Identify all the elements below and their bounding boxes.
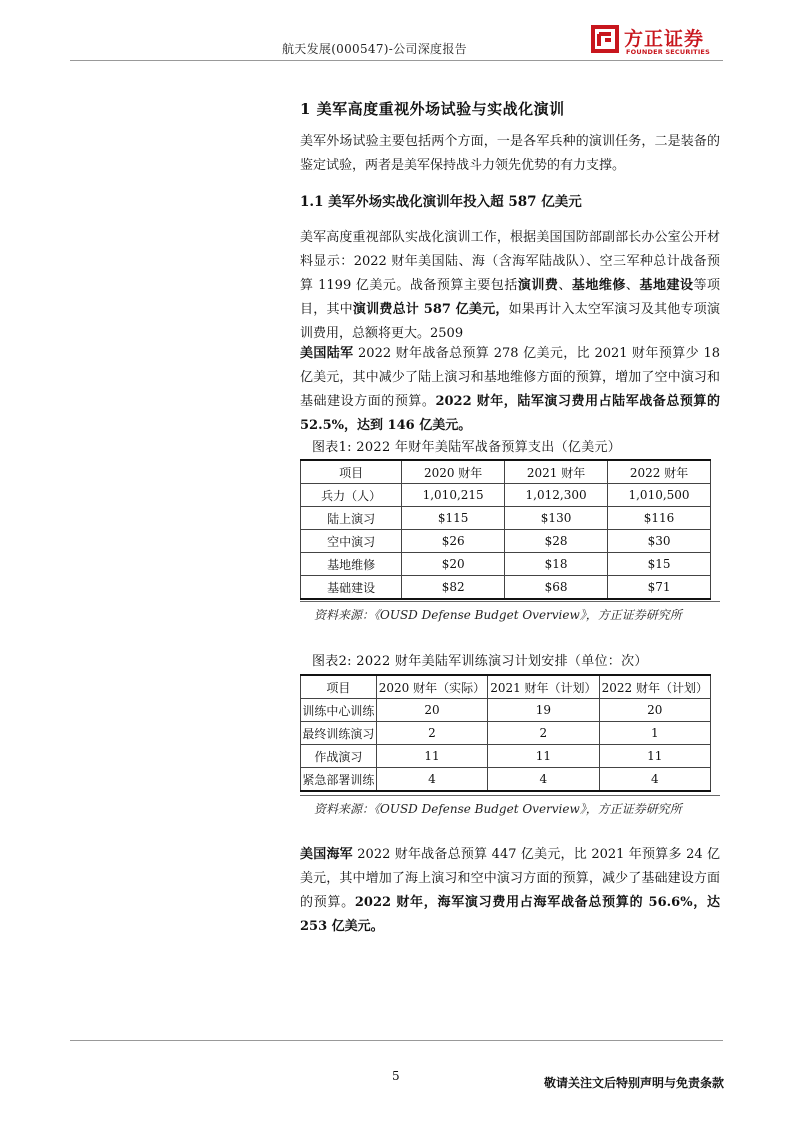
header-cell: 2021 财年 bbox=[505, 460, 608, 484]
table-cell: $28 bbox=[505, 530, 608, 553]
header-cell: 项目 bbox=[301, 675, 377, 699]
table-cell: 基础建设 bbox=[301, 576, 402, 600]
intro-paragraph: 美军外场试验主要包括两个方面，一是各军兵种的演训任务，二是装备的鉴定试验，两者是美军保持战斗力领先优势的有力支撑。 bbox=[300, 134, 720, 173]
bold-text: 基地建设 bbox=[639, 278, 694, 293]
text: 美军高度重视部队实战化演训工作，根据美国国防部副部长办公室公开材料显示：2022 财年美国陆、海（含海军陆战队）、空三军种总计战备预算 1199 亿美元。战备预算主要包括 bbox=[300, 230, 720, 293]
logo-text-en: FOUNDER SECURITIES bbox=[626, 48, 710, 56]
table-cell: $26 bbox=[402, 530, 505, 553]
header-cell: 2021 财年（计划） bbox=[488, 675, 599, 699]
bold-text: 2022 财年，陆军演习费用占陆军战备总预算的 52.5%，达到 146 亿美元。 bbox=[300, 394, 720, 433]
army-training-table bbox=[300, 674, 711, 792]
table-cell: $68 bbox=[505, 576, 608, 600]
text: 、 bbox=[558, 278, 572, 293]
table-row bbox=[301, 553, 711, 576]
header-cell: 2022 财年 bbox=[608, 460, 711, 484]
navy-paragraph bbox=[300, 843, 720, 939]
table-cell: 基地维修 bbox=[301, 553, 402, 576]
text: 2022 财年战备总预算 447 亿美元，比 2021 年预算多 24 亿美元，其中增加了海上演习和空中演习方面的预算，减少了基础建设方面的预算。 bbox=[300, 847, 720, 910]
table-row bbox=[301, 722, 711, 745]
bold-text: 美国海军 bbox=[300, 847, 353, 862]
table1-caption: 图表1: 2022 年财年美陆军战备预算支出（亿美元） bbox=[312, 440, 622, 455]
table-cell: 11 bbox=[488, 745, 599, 768]
table-cell: 兵力（人） bbox=[301, 484, 402, 507]
table-row bbox=[301, 745, 711, 768]
page-number: 5 bbox=[392, 1069, 400, 1083]
army-paragraph bbox=[300, 342, 720, 438]
logo-text-cn: 方正证券 bbox=[624, 28, 705, 50]
table-cell: $20 bbox=[402, 553, 505, 576]
table-header-row bbox=[301, 675, 711, 699]
founder-logo bbox=[590, 24, 720, 58]
table-cell: $116 bbox=[608, 507, 711, 530]
table-cell: 1 bbox=[599, 722, 710, 745]
table-row bbox=[301, 530, 711, 553]
table-cell: 2 bbox=[488, 722, 599, 745]
table-cell: 1,010,500 bbox=[608, 484, 711, 507]
text: 2022 财年战备总预算 278 亿美元，比 2021 财年预算少 18 亿美元，其中减少了陆上演习和基地维修方面的预算，增加了空中演习和基础建设方面的预算。 bbox=[300, 346, 720, 409]
budget-paragraph bbox=[300, 226, 720, 346]
table-cell: 11 bbox=[599, 745, 710, 768]
table-header-row bbox=[301, 460, 711, 484]
table-cell: $115 bbox=[402, 507, 505, 530]
table-cell: 4 bbox=[376, 768, 487, 792]
bold-text: 基地维修 bbox=[571, 278, 626, 293]
source-divider bbox=[300, 601, 720, 602]
table-cell: 空中演习 bbox=[301, 530, 402, 553]
table-cell: 最终训练演习 bbox=[301, 722, 377, 745]
table1-source: 资料来源：《OUSD Defense Budget Overview》，方正证券研究所 bbox=[314, 608, 682, 622]
table-cell: $15 bbox=[608, 553, 711, 576]
report-title: 航天发展(000547)-公司深度报告 bbox=[282, 42, 467, 56]
table-cell: 4 bbox=[488, 768, 599, 792]
table-cell: $71 bbox=[608, 576, 711, 600]
army-budget-table bbox=[300, 459, 711, 600]
header-cell: 项目 bbox=[301, 460, 402, 484]
table2-source: 资料来源：《OUSD Defense Budget Overview》，方正证券研究所 bbox=[314, 802, 682, 816]
table-cell: 1,010,215 bbox=[402, 484, 505, 507]
table-cell: 20 bbox=[376, 699, 487, 722]
table-cell: 4 bbox=[599, 768, 710, 792]
table-cell: 陆上演习 bbox=[301, 507, 402, 530]
table-row bbox=[301, 699, 711, 722]
text: 等项目，其中 bbox=[300, 278, 720, 317]
table-row bbox=[301, 507, 711, 530]
table-cell: 1,012,300 bbox=[505, 484, 608, 507]
table-row bbox=[301, 768, 711, 792]
table-cell: $82 bbox=[402, 576, 505, 600]
bold-text: 美国陆军 bbox=[300, 346, 354, 361]
table-cell: 紧急部署训练 bbox=[301, 768, 377, 792]
bold-text: 演训费总计 587 亿美元， bbox=[352, 302, 509, 317]
footer-divider bbox=[70, 1040, 723, 1041]
table-cell: $30 bbox=[608, 530, 711, 553]
table-cell: $130 bbox=[505, 507, 608, 530]
table-row bbox=[301, 576, 711, 600]
header-cell: 2020 财年（实际） bbox=[376, 675, 487, 699]
table2-caption: 图表2: 2022 财年美陆军训练演习计划安排（单位：次） bbox=[312, 654, 648, 669]
section-heading: 1 美军高度重视外场试验与实战化演训 bbox=[300, 100, 565, 118]
source-divider bbox=[300, 795, 720, 796]
disclaimer-note: 敬请关注文后特别声明与免责条款 bbox=[544, 1076, 725, 1090]
table-cell: 19 bbox=[488, 699, 599, 722]
header-cell: 2022 财年（计划） bbox=[599, 675, 710, 699]
table-cell: $18 bbox=[505, 553, 608, 576]
table-cell: 作战演习 bbox=[301, 745, 377, 768]
header-divider bbox=[70, 60, 723, 61]
founder-logo-icon bbox=[590, 24, 620, 54]
bold-text: 演训费 bbox=[517, 278, 559, 293]
table-cell: 训练中心训练 bbox=[301, 699, 377, 722]
table-cell: 11 bbox=[376, 745, 487, 768]
table-cell: 2 bbox=[376, 722, 487, 745]
bold-text: 2022 财年，海军演习费用占海军战备总预算的 56.6%，达 253 亿美元。 bbox=[300, 895, 720, 934]
header-cell: 2020 财年 bbox=[402, 460, 505, 484]
text: 如果再计入太空军演习及其他专项演训费用，总额将更大。2509 bbox=[300, 302, 720, 341]
table-cell: 20 bbox=[599, 699, 710, 722]
table-row bbox=[301, 484, 711, 507]
subsection-heading: 1.1 美军外场实战化演训年投入超 587 亿美元 bbox=[300, 194, 582, 210]
text: 、 bbox=[625, 278, 640, 293]
